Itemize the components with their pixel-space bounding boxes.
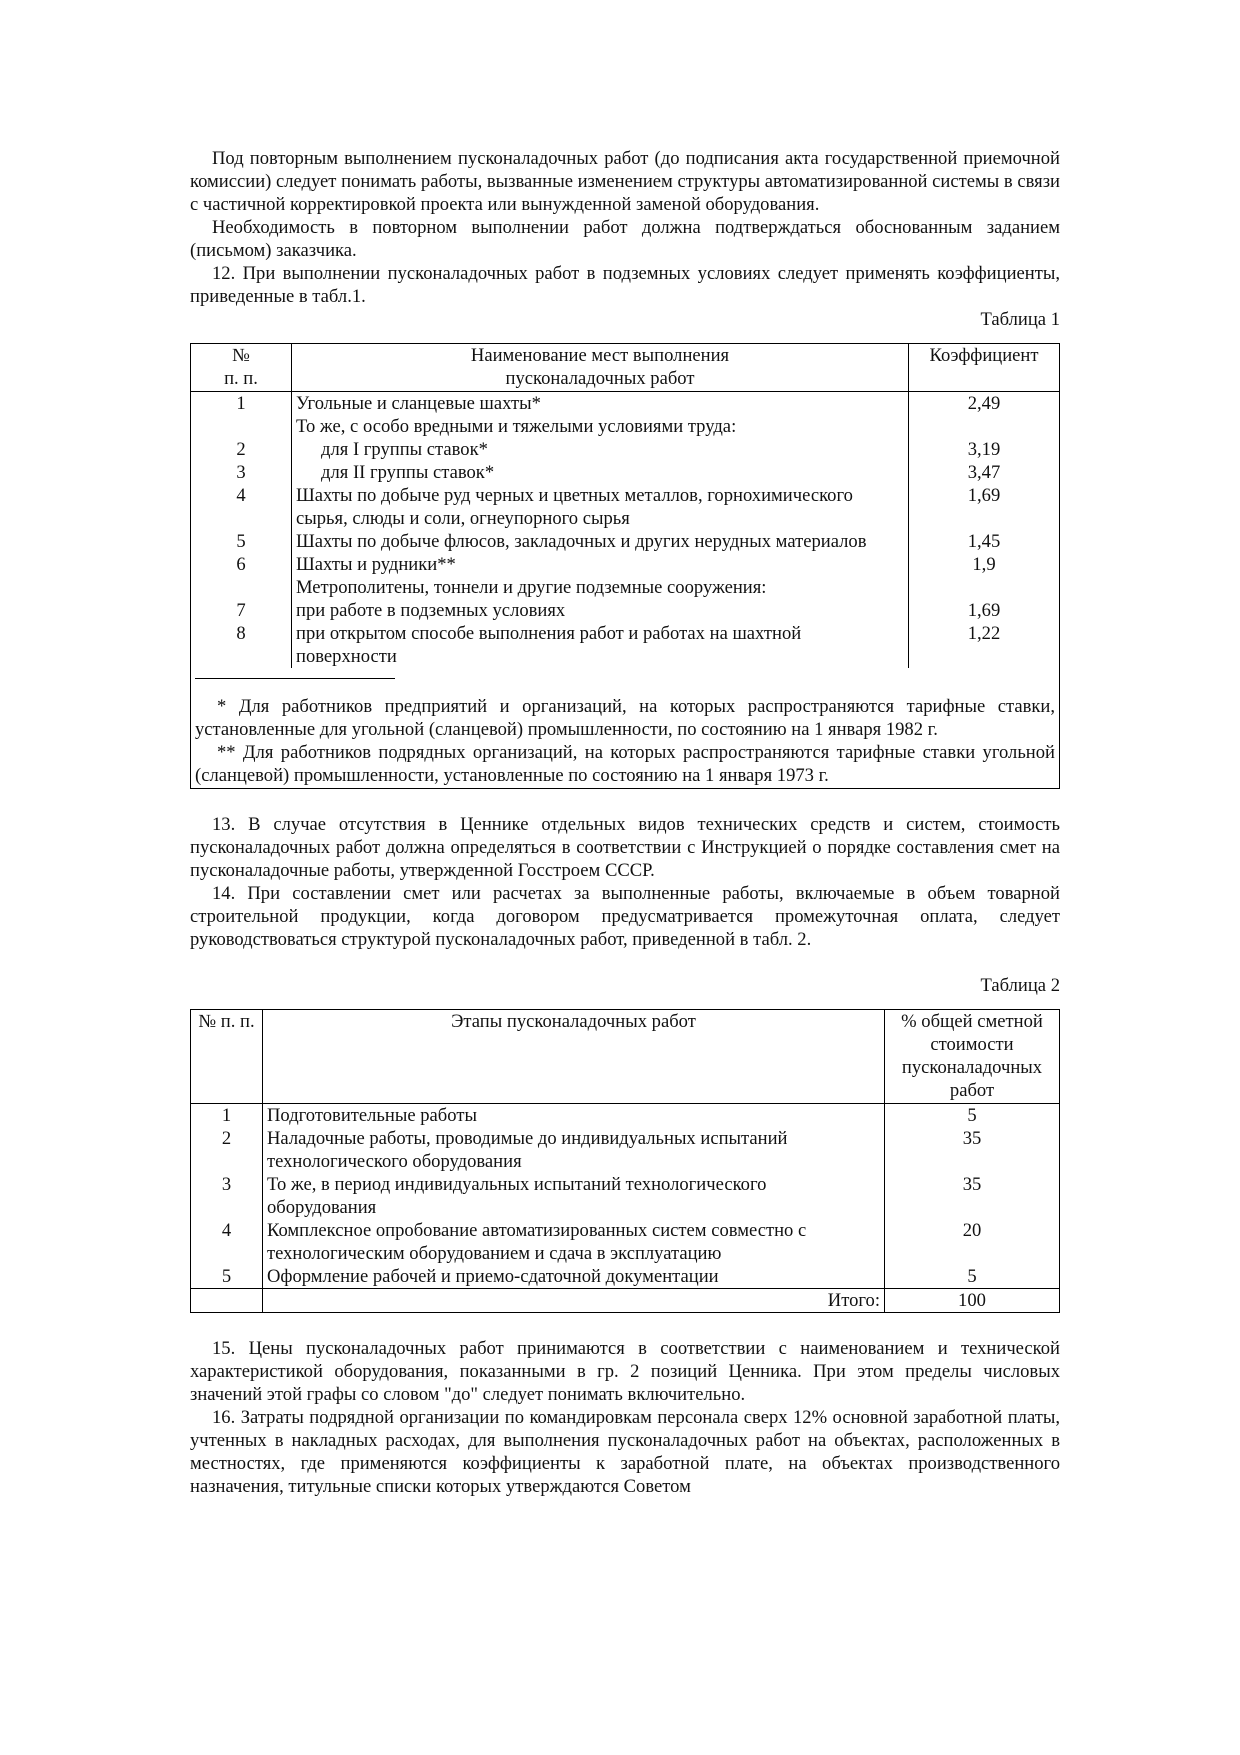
total-value: 100 xyxy=(885,1289,1060,1313)
table2-header-pct-line2: стоимости xyxy=(930,1034,1014,1055)
row-num: 8 xyxy=(191,622,292,668)
table2-header-pct-line4: работ xyxy=(949,1080,995,1101)
table2-header-pct-line1: % общей сметной xyxy=(901,1011,1043,1032)
table1-header-row xyxy=(191,344,1060,392)
row-coef xyxy=(909,576,1060,599)
row-coef: 2,49 xyxy=(967,393,1001,414)
table2-caption: Таблица 2 xyxy=(980,975,1060,996)
row-coef: 3,19 xyxy=(967,439,1001,460)
row-num: 2 xyxy=(191,1127,263,1173)
paragraph-13: 13. В случае отсутствия в Ценнике отдельных видов технических средств и систем, стоимость пусконаладочных работ должна определяться в соответствии с Инструкцией о порядке составления смет на пусконаладочные работы, утвержденной Госстроем СССР. xyxy=(190,814,1060,881)
row-name: Оформление рабочей и приемо-сдаточной документации xyxy=(263,1265,885,1289)
row-num: 6 xyxy=(191,553,292,576)
row-name: для II группы ставок* xyxy=(292,461,909,484)
row-coef: 1,22 xyxy=(967,623,1001,644)
row-pct: 20 xyxy=(962,1220,982,1241)
paragraph-necessity: Необходимость в повторном выполнении работ должна подтверждаться обоснованным заданием (письмом) заказчика. xyxy=(190,217,1060,261)
row-pct: 35 xyxy=(962,1174,982,1195)
row-num xyxy=(191,415,292,438)
row-num: 3 xyxy=(191,461,292,484)
row-num: 5 xyxy=(191,530,292,553)
row-coef: 1,9 xyxy=(972,554,996,575)
table-row xyxy=(191,622,1060,668)
table-row xyxy=(191,530,1060,553)
table-row xyxy=(191,576,1060,599)
row-name: Наладочные работы, проводимые до индивидуальных испытаний технологического оборудования xyxy=(263,1127,885,1173)
row-name: То же, с особо вредными и тяжелыми условиями труда: xyxy=(292,415,909,438)
paragraph-16: 16. Затраты подрядной организации по командировкам персонала сверх 12% основной заработной платы, учтенных в накладных расходах, для выполнения пусконаладочных работ на объектах, расположенных в местностях, где применяются коэффициенты к заработной плате, на объектах производственного назначения, титульные списки которых утверждаются Советом xyxy=(190,1407,1060,1497)
total-label: Итого: xyxy=(263,1289,885,1313)
total-empty-cell xyxy=(191,1289,263,1313)
table-row xyxy=(191,1173,1060,1219)
row-coef: 1,45 xyxy=(967,531,1001,552)
table1-header-num xyxy=(191,344,292,392)
paragraph-15: 15. Цены пусконаладочных работ принимаются в соответствии с наименованием и технической характеристикой оборудования, показанными в гр. 2 позиций Ценника. При этом пределы числовых значений этой графы со словом "до" следует понимать включительно. xyxy=(190,1338,1060,1405)
paragraph-12: 12. При выполнении пусконаладочных работ в подземных условиях следует применять коэффициенты, приведенные в табл.1. xyxy=(190,263,1060,307)
row-num: 2 xyxy=(191,438,292,461)
row-num: 7 xyxy=(191,599,292,622)
row-coef: 1,69 xyxy=(967,485,1001,506)
row-name: Комплексное опробование автоматизированных систем совместно с технологическим оборудованием и сдача в эксплуатацию xyxy=(263,1219,885,1265)
row-name: То же, в период индивидуальных испытаний технологического оборудования xyxy=(263,1173,885,1219)
footnote-separator xyxy=(195,678,395,695)
table1-header-num-line1: № xyxy=(232,345,250,366)
row-coef xyxy=(909,415,1060,438)
stages-table xyxy=(190,1009,1060,1313)
coefficients-table xyxy=(190,343,1060,789)
table-row xyxy=(191,415,1060,438)
footnote-1: * Для работников предприятий и организаций, на которых распространяются тарифные ставки, установленные для угольной (сланцевой) промышленности, по состоянию на 1 января 1982 г. xyxy=(195,696,1055,740)
table-row xyxy=(191,1219,1060,1265)
table2-header-pct-line3: пусконаладочных xyxy=(901,1057,1043,1078)
row-name: Шахты по добыче флюсов, закладочных и других нерудных материалов xyxy=(292,530,909,553)
row-num: 5 xyxy=(191,1265,263,1289)
table-row xyxy=(191,438,1060,461)
row-num xyxy=(191,576,292,599)
row-name: Метрополитены, тоннели и другие подземные сооружения: xyxy=(292,576,909,599)
row-name: для I группы ставок* xyxy=(292,438,909,461)
table-row xyxy=(191,553,1060,576)
table1-header-num-line2: п. п. xyxy=(224,368,258,389)
table-row xyxy=(191,1265,1060,1289)
table1-footnotes xyxy=(191,668,1060,789)
table1-footnotes-row xyxy=(191,668,1060,789)
row-pct: 5 xyxy=(967,1266,977,1287)
table2-header-row xyxy=(191,1010,1060,1104)
paragraph-repeat-work: Под повторным выполнением пусконаладочных работ (до подписания акта государственной приемочной комиссии) следует понимать работы, вызванные изменением структуры автоматизированной системы в связи с частичной корректировкой проекта или вынужденной заменой оборудования. xyxy=(190,148,1060,215)
row-num: 3 xyxy=(191,1173,263,1219)
table-row xyxy=(191,599,1060,622)
document-page xyxy=(190,147,1060,1498)
row-name: при работе в подземных условиях xyxy=(292,599,909,622)
paragraph-14: 14. При составлении смет или расчетах за выполненные работы, включаемые в объем товарной строительной продукции, когда договором предусматривается промежуточная оплата, следует руководствоваться структурой пусконаладочных работ, приведенной в табл. 2. xyxy=(190,883,1060,950)
row-name: Шахты по добыче руд черных и цветных металлов, горнохимического сырья, слюды и соли, огнеупорного сырья xyxy=(292,484,909,530)
row-num: 4 xyxy=(191,1219,263,1265)
table-row xyxy=(191,1127,1060,1173)
table-row xyxy=(191,392,1060,416)
table2-header-num: № п. п. xyxy=(191,1010,263,1104)
table1-caption: Таблица 1 xyxy=(980,309,1060,330)
row-coef: 3,47 xyxy=(967,462,1001,483)
table2-total-row xyxy=(191,1289,1060,1313)
row-name: Угольные и сланцевые шахты* xyxy=(292,392,909,416)
row-pct: 35 xyxy=(962,1128,982,1149)
table1-header-name xyxy=(292,344,909,392)
row-name: Шахты и рудники** xyxy=(292,553,909,576)
table-row xyxy=(191,484,1060,530)
table2-header-pct xyxy=(885,1010,1060,1104)
table1-header-name-line1: Наименование мест выполнения xyxy=(470,345,730,366)
table-row xyxy=(191,461,1060,484)
row-num: 1 xyxy=(191,392,292,416)
table1-header-name-line2: пусконаладочных работ xyxy=(505,368,695,389)
table1-header-coef: Коэффициент xyxy=(909,344,1060,392)
row-num: 4 xyxy=(191,484,292,530)
row-name: при открытом способе выполнения работ и работах на шахтной поверхности xyxy=(292,622,909,668)
table2-header-name: Этапы пусконаладочных работ xyxy=(263,1010,885,1104)
row-coef: 1,69 xyxy=(967,600,1001,621)
footnote-2: ** Для работников подрядных организаций, на которых распространяются тарифные ставки угольной (сланцевой) промышленности, установленные по состоянию на 1 января 1973 г. xyxy=(195,742,1055,786)
table-row xyxy=(191,1104,1060,1128)
row-name: Подготовительные работы xyxy=(263,1104,885,1128)
row-num: 1 xyxy=(191,1104,263,1128)
row-pct: 5 xyxy=(967,1105,977,1126)
